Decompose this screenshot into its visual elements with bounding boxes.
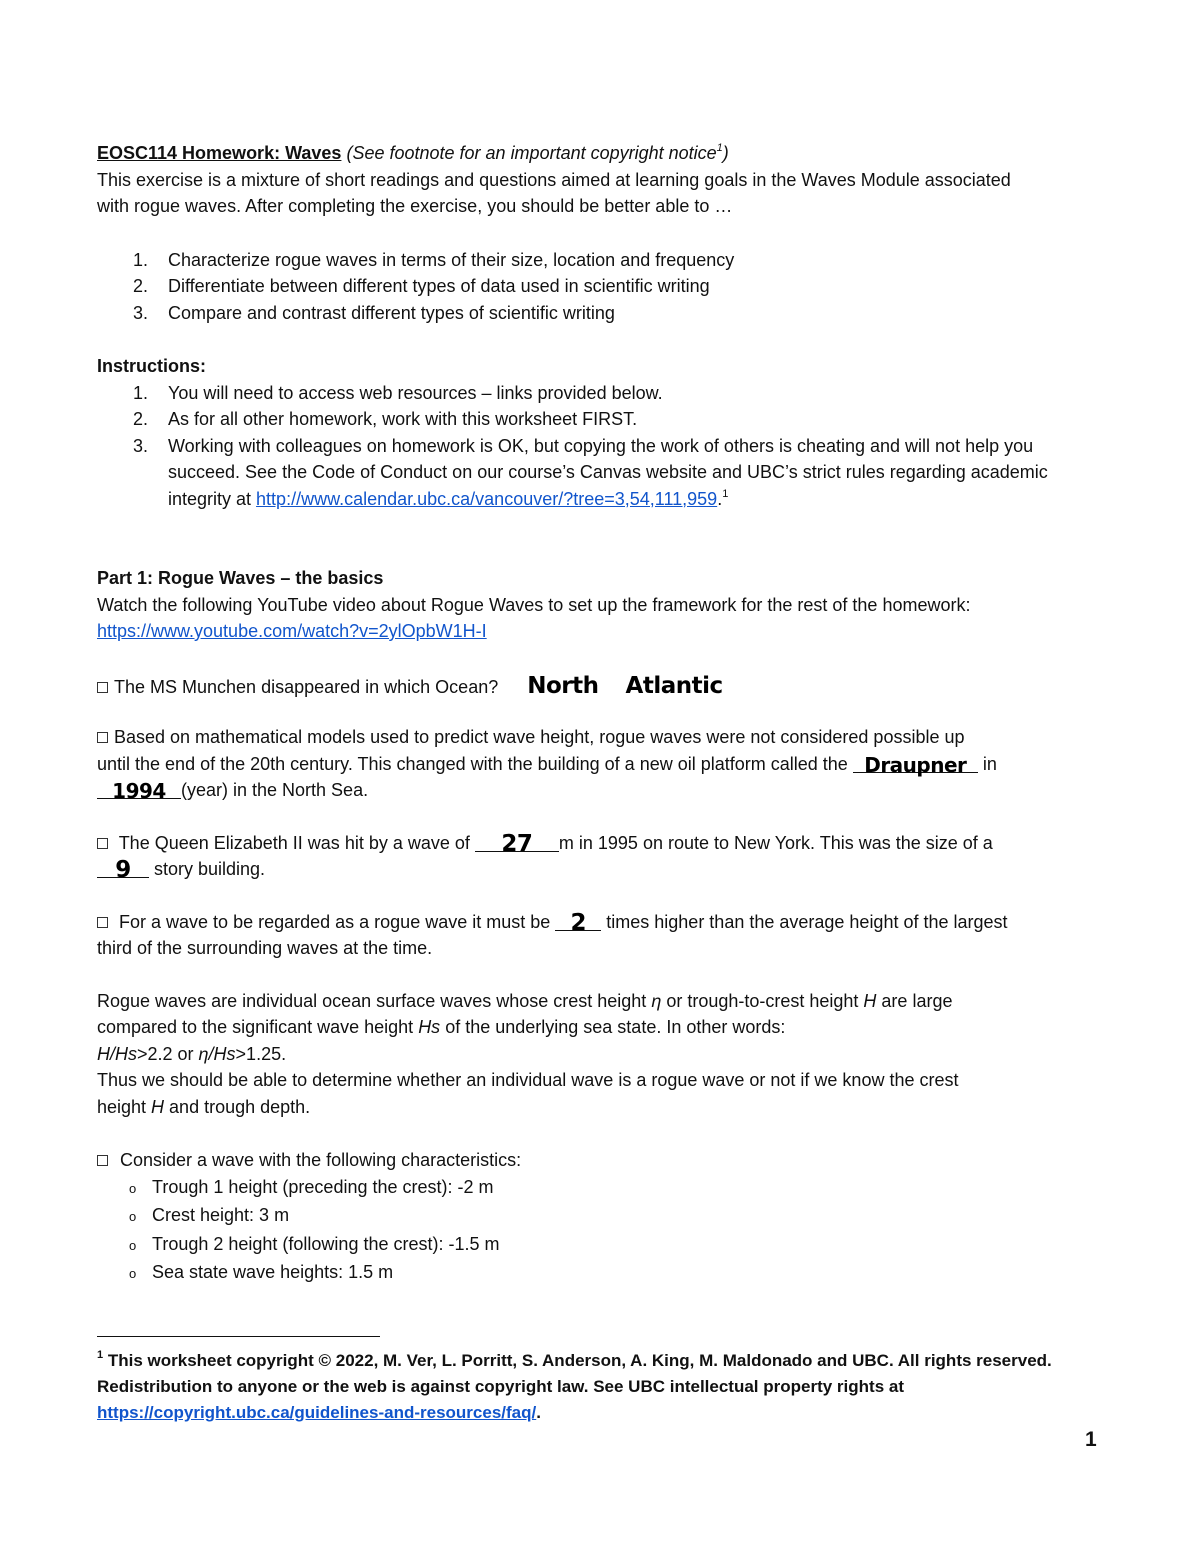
wave-characteristics-list xyxy=(97,1174,1097,1288)
answer-story: 9 xyxy=(115,857,131,883)
question-4: For a wave to be regarded as a rogue wave it must be 2 times higher than the average height of the largest xyxy=(97,909,1097,936)
instructions-heading: Instructions: xyxy=(97,356,207,376)
answer-ratio-blank[interactable] xyxy=(555,909,601,936)
list-item: 3. Working with colleagues on homework is OK, but copying the work of others is cheating and will not help you succeed. See the Code of Conduct on our course’s Canvas website and UBC’s strict rules regarding academic integrity at http://www.calendar.ubc.ca/vancouver/?tree=3,54,111,959.$^1$ xyxy=(133,435,1048,509)
list-item: o Crest height: 3 m xyxy=(129,1205,290,1225)
question-2: Based on mathematical models used to predict wave height, rogue waves were not considered possible up xyxy=(97,724,1097,751)
answer-story-blank[interactable] xyxy=(97,857,149,883)
instructions-list xyxy=(97,380,1097,513)
answer-ocean-2: Atlantic xyxy=(625,672,723,699)
answer-height: 27 xyxy=(501,830,533,857)
question-1: The MS Munchen disappeared in which Ocean? North Atlantic xyxy=(97,673,1097,701)
footnote: $^1$ This worksheet copyright © 2022, M. Ver, L. Porritt, S. Anderson, A. King, M. Maldonado and UBC. All rights reserved. Redistribution to anyone or the web is against copyright law. See UBC intellectual property rights at https://copyright.ubc.ca/guidelines-and-resources/faq/. xyxy=(97,1349,1052,1422)
intro-line-1: This exercise is a mixture of short readings and questions aimed at learning goals in the Waves Module associated xyxy=(97,169,1011,190)
answer-height-blank[interactable] xyxy=(475,830,559,857)
worksheet-page: EOSC114 Homework: Waves (See footnote for an important copyright notice$^1$) This exercise is a mixture of short readings and questions aimed at learning goals in the Waves Module associated with rogue waves. After completing the exercise, you should be better able to … 1. Characterize rogue waves in terms of their size, location and frequency 2. Differentiate between different types of data used in scientific writing 3. Compare and contrast different types of scientific writing Instructions: 1. You will need to access web resources – links provided below. 2. As for all other homework, work with this worksheet FIRST. 3. Working with colleagues on homework is OK, but copying the work of others is cheating and will not help you succeed. See the Code of Conduct on our course’s Canvas website and UBC’s strict rules regarding academic integrity at http://www.calendar.ubc.ca/vancouver/?tree=3,54,111,959.$^1$ Part 1: Rogue Waves – the basics Watch the following YouTube video about Rogue Waves to set up the framework for the rest of the homework: https://www.youtube.com/watch?v=2ylOpbW1H-I The MS Munchen disappeared in which Ocean? North Atlantic Based on mathematical models used to predict wave height, rogue waves were not considered possible up until the end of the 20th century. This changed with the building of a new oil platform called the Draupner in 1994 (year) in the North Sea. The Queen Elizabeth II was hit by a wave of 27 m in 1995 on route to New York. This was the size of a 9 story building. For a wave to be regarded as a rogue wave it must be 2 times higher than the average height of the largest third of the surrounding waves at the time. Rogue waves are individual ocean surface waves whose crest height η or trough-to-crest height H are large compared to the significant wave height Hs of the underlying sea state. In other words: H/Hs>2.2 or η/Hs>1.25. Thus we should be able to determine whether an individual wave is a rogue wave or not if we know the crest height H and trough depth. Consider a wave with the following characteristics: o Trough 1 height (preceding the crest): -2 m o Crest height: 3 m o Trough 2 height (following the crest): -1.5 m o Sea state wave heights: 1.5 m xyxy=(97,140,1097,1288)
answer-platform-blank[interactable] xyxy=(853,752,978,777)
checkbox[interactable] xyxy=(97,732,108,743)
list-item: 2. As for all other homework, work with this worksheet FIRST. xyxy=(133,409,638,429)
list-item: o Trough 2 height (following the crest): -1.5 m xyxy=(129,1233,500,1254)
list-item: o Sea state wave heights: 1.5 m xyxy=(129,1262,394,1282)
part1-intro: Watch the following YouTube video about Rogue Waves to set up the framework for the rest of the homework: xyxy=(97,594,971,615)
answer-platform: Draupner xyxy=(864,752,967,777)
checkbox[interactable] xyxy=(97,917,108,928)
answer-ocean-1: North xyxy=(527,672,599,699)
list-item: 3. Compare and contrast different types of scientific writing xyxy=(133,302,615,323)
definition-paragraph: Rogue waves are individual ocean surface waves whose crest height η or trough-to-crest height H are large xyxy=(97,990,953,1011)
document-title: EOSC114 Homework: Waves xyxy=(97,143,342,163)
checkbox[interactable] xyxy=(97,838,108,849)
copyright-faq-link[interactable]: https://copyright.ubc.ca/guidelines-and-resources/faq/ xyxy=(97,1403,537,1422)
answer-year-blank[interactable] xyxy=(97,778,181,803)
checkbox[interactable] xyxy=(97,1155,108,1166)
footnote-ref[interactable]: 1 xyxy=(716,142,723,154)
list-item: 2. Differentiate between different types of data used in scientific writing xyxy=(133,276,710,296)
list-item: 1. You will need to access web resources – links provided below. xyxy=(133,382,663,403)
ubc-calendar-link[interactable]: http://www.calendar.ubc.ca/vancouver/?tree=3,54,111,959 xyxy=(256,488,718,509)
footnote-ref[interactable]: 1 xyxy=(722,487,729,500)
answer-ratio: 2 xyxy=(570,909,587,936)
footnote-divider xyxy=(97,1336,380,1337)
learning-goals-list xyxy=(97,247,1097,327)
intro-line-2: with rogue waves. After completing the exercise, you should be better able to … xyxy=(97,196,733,216)
copyright-note: (See footnote for an important copyright notice$^1$) xyxy=(346,142,729,163)
checkbox[interactable] xyxy=(97,682,108,693)
rogue-wave-formula: H/Hs>2.2 or η/Hs>1.25. xyxy=(97,1043,287,1064)
footnote-number: 1 xyxy=(97,1349,104,1361)
question-3: The Queen Elizabeth II was hit by a wave of 27 m in 1995 on route to New York. This was the size of a xyxy=(97,830,1097,857)
youtube-video-link[interactable]: https://www.youtube.com/watch?v=2ylOpbW1H-I xyxy=(97,621,487,641)
answer-year: 1994 xyxy=(112,779,166,803)
list-item: 1. Characterize rogue waves in terms of their size, location and frequency xyxy=(133,249,735,270)
question-5: Consider a wave with the following characteristics: xyxy=(97,1147,1097,1174)
page-number: 1 xyxy=(1085,1428,1097,1451)
list-item: o Trough 1 height (preceding the crest): -2 m xyxy=(129,1176,494,1197)
part1-heading: Part 1: Rogue Waves – the basics xyxy=(97,568,384,588)
document-header xyxy=(97,140,1097,167)
